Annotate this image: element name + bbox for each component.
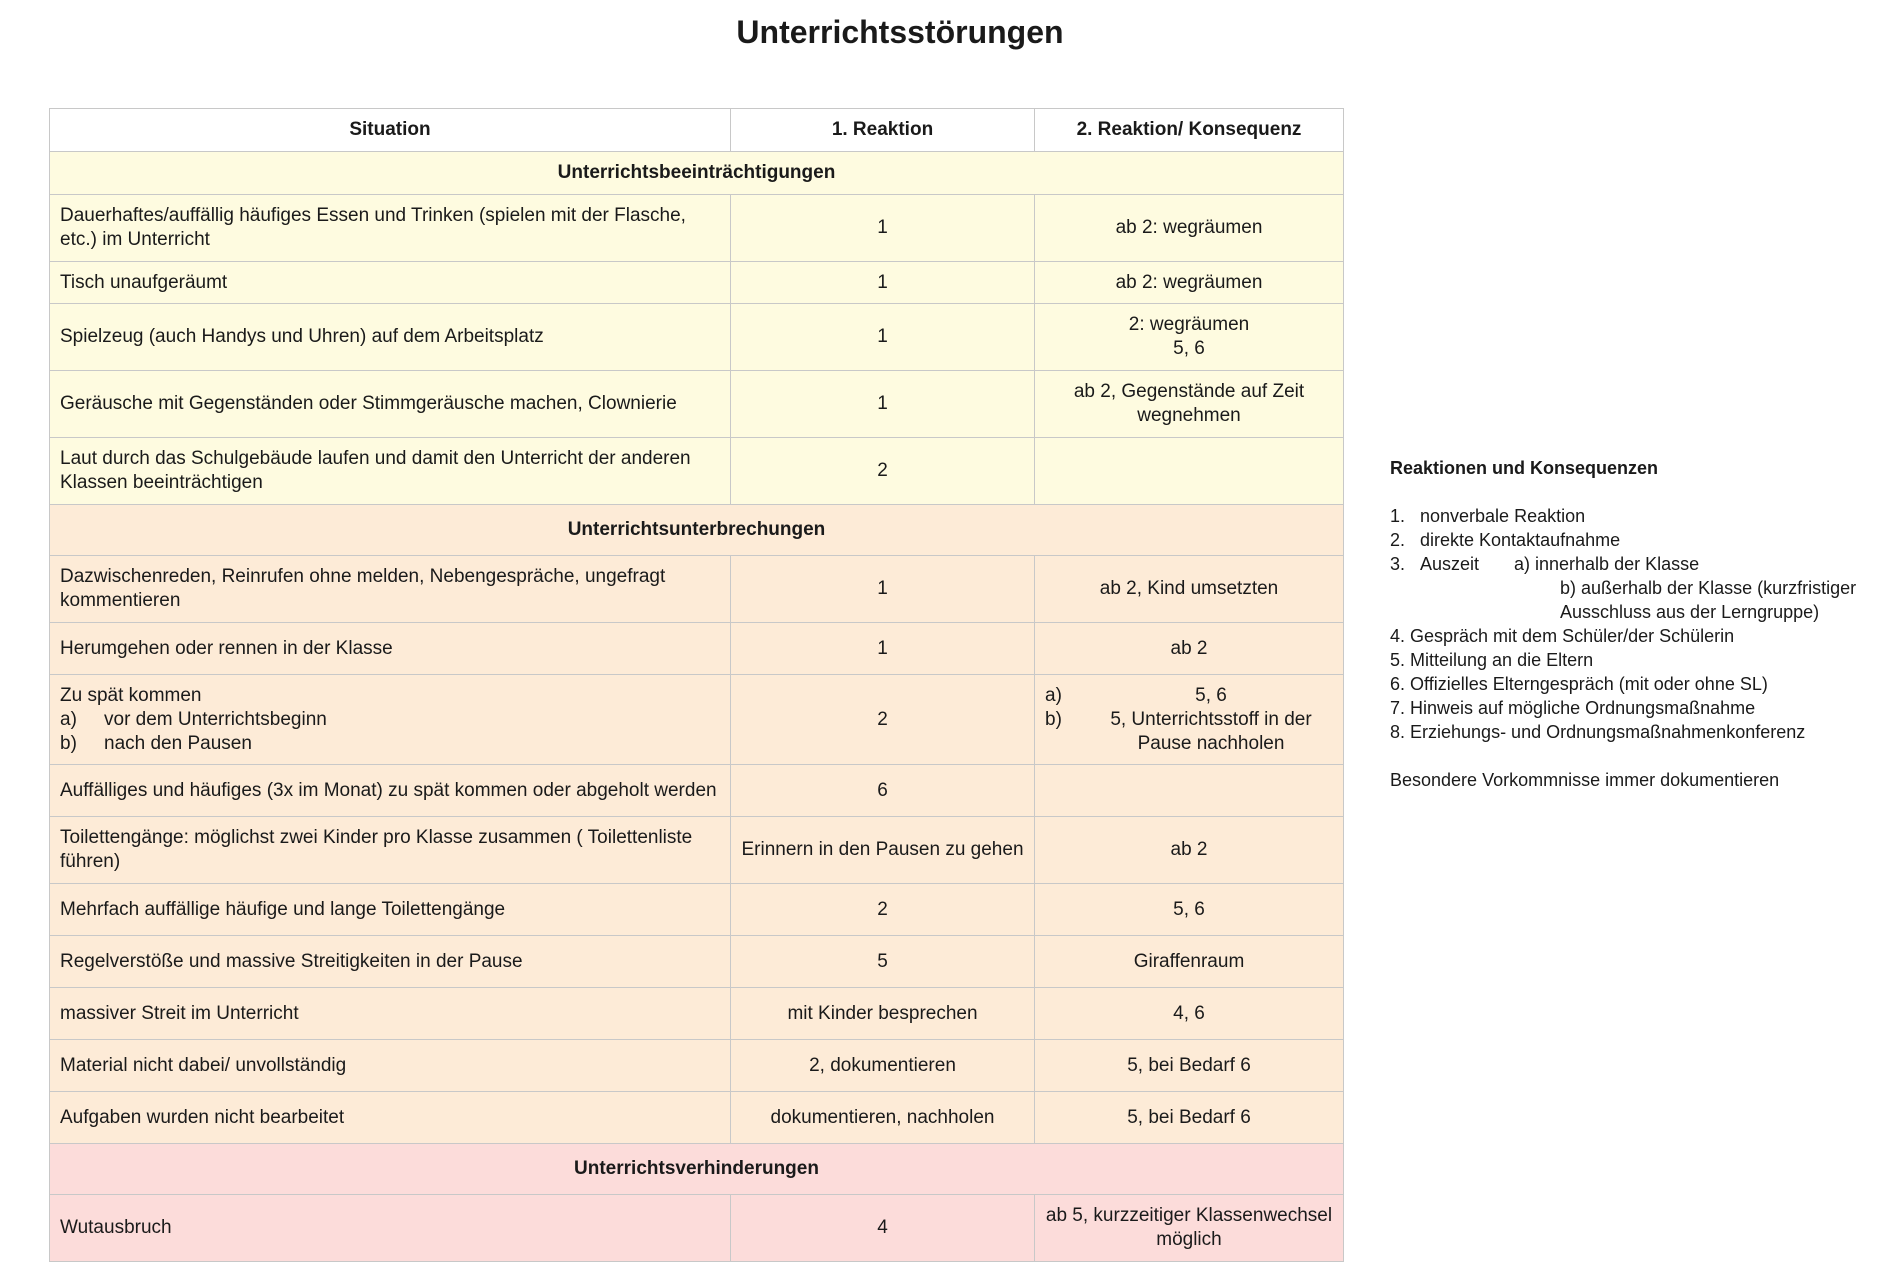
situation-subitem bbox=[60, 708, 720, 732]
reaction-1-cell: mit Kinder besprechen bbox=[731, 988, 1035, 1040]
reaction-2-cell: 5, bei Bedarf 6 bbox=[1035, 1040, 1344, 1092]
section-title: Unterrichtsunterbrechungen bbox=[50, 505, 1344, 556]
reaction-1-cell: 1 bbox=[731, 304, 1035, 371]
reaction-2-cell bbox=[1035, 675, 1344, 765]
subitem-text: nach den Pausen bbox=[104, 732, 252, 754]
reaction-1-cell: 2 bbox=[731, 884, 1035, 936]
situation-cell: Tisch unaufgeräumt bbox=[50, 262, 731, 304]
reaction-2-cell: Giraffenraum bbox=[1035, 936, 1344, 988]
table-row bbox=[50, 817, 1344, 884]
subitem-key: b) bbox=[1045, 708, 1062, 730]
legend-subitem-b: b) außerhalb der Klasse (kurzfristiger Ausschluss aus der Lerngruppe) bbox=[1560, 578, 1857, 622]
situation-cell bbox=[50, 675, 731, 765]
reaction-1-cell: 1 bbox=[731, 195, 1035, 262]
reaction-2-cell: ab 2 bbox=[1035, 623, 1344, 675]
table-row bbox=[50, 371, 1344, 438]
situation-cell: Wutausbruch bbox=[50, 1195, 731, 1262]
reaction-1-cell: 1 bbox=[731, 371, 1035, 438]
situation-cell: Material nicht dabei/ unvollständig bbox=[50, 1040, 731, 1092]
header-situation: Situation bbox=[50, 109, 731, 152]
table-row bbox=[50, 438, 1344, 505]
situation-cell: Regelverstöße und massive Streitigkeiten in der Pause bbox=[50, 936, 731, 988]
reaction-1-cell: 1 bbox=[731, 262, 1035, 304]
situation-cell: Toilettengänge: möglichst zwei Kinder pro Klasse zusammen ( Toilettenliste führen) bbox=[50, 817, 731, 884]
table-row bbox=[50, 195, 1344, 262]
reaction-2-line: 2: wegräumen bbox=[1128, 314, 1250, 335]
reaction-2-cell: ab 2 bbox=[1035, 817, 1344, 884]
situation-cell: Laut durch das Schulgebäude laufen und damit den Unterricht der anderen Klassen beeinträchtigen bbox=[50, 438, 731, 505]
reaction-2-cell bbox=[1035, 438, 1344, 505]
reaction-1-cell: Erinnern in den Pausen zu gehen bbox=[731, 817, 1035, 884]
legend-plain-item: 6. Offizielles Elterngespräch (mit oder ohne SL) bbox=[1390, 674, 1768, 694]
legend-item bbox=[1390, 504, 1870, 528]
page-title: Unterrichtsstörungen bbox=[736, 14, 1064, 50]
section-title: Unterrichtsverhinderungen bbox=[50, 1144, 1344, 1195]
legend-heading: Reaktionen und Konsequenzen bbox=[1390, 458, 1659, 478]
reaction-2-cell bbox=[1035, 304, 1344, 371]
legend-item bbox=[1390, 552, 1870, 576]
situation-subitem bbox=[60, 732, 720, 756]
reaction-2-cell: ab 2, Kind umsetzten bbox=[1035, 556, 1344, 623]
legend-plain-item: 7. Hinweis auf mögliche Ordnungsmaßnahme bbox=[1390, 698, 1756, 718]
reaction-1-cell: dokumentieren, nachholen bbox=[731, 1092, 1035, 1144]
table-row bbox=[50, 936, 1344, 988]
table-row bbox=[50, 556, 1344, 623]
table-row bbox=[50, 675, 1344, 765]
situation-cell: Mehrfach auffällige häufige und lange Toilettengänge bbox=[50, 884, 731, 936]
legend-panel bbox=[1390, 456, 1870, 792]
reaction-1-cell: 6 bbox=[731, 765, 1035, 817]
legend-number: 1. bbox=[1390, 506, 1406, 526]
reaction-2-cell: ab 2, Gegenstände auf Zeit wegnehmen bbox=[1035, 371, 1344, 438]
reaction-2-cell: 4, 6 bbox=[1035, 988, 1344, 1040]
legend-text: direkte Kontaktaufnahme bbox=[1420, 530, 1621, 550]
subitem-text: 5, 6 bbox=[1195, 684, 1227, 706]
table-header-row bbox=[50, 109, 1344, 152]
reaction-2-cell: ab 5, kurzzeitiger Klassenwechsel möglich bbox=[1035, 1195, 1344, 1262]
situation-cell: massiver Streit im Unterricht bbox=[50, 988, 731, 1040]
reaction-2-line: 5, 6 bbox=[1173, 338, 1205, 359]
legend-number: 3. bbox=[1390, 554, 1406, 574]
reaction-1-cell: 5 bbox=[731, 936, 1035, 988]
legend-item bbox=[1390, 528, 1870, 552]
table-row bbox=[50, 623, 1344, 675]
reaction-subitem bbox=[1045, 708, 1333, 756]
situation-cell: Geräusche mit Gegenständen oder Stimmgeräusche machen, Clownierie bbox=[50, 371, 731, 438]
table-row bbox=[50, 1092, 1344, 1144]
table-row bbox=[50, 1195, 1344, 1262]
reaction-1-cell: 2 bbox=[731, 675, 1035, 765]
reaction-2-cell: ab 2: wegräumen bbox=[1035, 262, 1344, 304]
table-row bbox=[50, 884, 1344, 936]
table-row bbox=[50, 765, 1344, 817]
section-title: Unterrichtsbeeinträchtigungen bbox=[50, 152, 1344, 195]
subitem-text: vor dem Unterrichtsbeginn bbox=[104, 708, 327, 730]
section-row bbox=[50, 152, 1344, 195]
legend-plain-item: 4. Gespräch mit dem Schüler/der Schülerin bbox=[1390, 626, 1735, 646]
section-row bbox=[50, 1144, 1344, 1195]
reaction-2-cell: 5, 6 bbox=[1035, 884, 1344, 936]
subitem-key: a) bbox=[60, 708, 77, 730]
disruption-table bbox=[49, 108, 1344, 1262]
subitem-text: 5, Unterrichtsstoff in der Pause nachholen bbox=[1110, 708, 1312, 754]
table-row bbox=[50, 988, 1344, 1040]
reaction-subitem bbox=[1045, 684, 1333, 708]
reaction-1-cell: 4 bbox=[731, 1195, 1035, 1262]
situation-cell: Dazwischenreden, Reinrufen ohne melden, Nebengespräche, ungefragt kommentieren bbox=[50, 556, 731, 623]
situation-cell: Herumgehen oder rennen in der Klasse bbox=[50, 623, 731, 675]
header-reaction-1: 1. Reaktion bbox=[731, 109, 1035, 152]
legend-number: 2. bbox=[1390, 530, 1406, 550]
reaction-1-cell: 1 bbox=[731, 556, 1035, 623]
subitem-key: b) bbox=[60, 732, 77, 754]
reaction-1-cell: 1 bbox=[731, 623, 1035, 675]
situation-title: Zu spät kommen bbox=[60, 684, 202, 706]
reaction-2-cell: 5, bei Bedarf 6 bbox=[1035, 1092, 1344, 1144]
situation-cell: Dauerhaftes/auffällig häufiges Essen und Trinken (spielen mit der Flasche, etc.) im Unterricht bbox=[50, 195, 731, 262]
situation-cell: Spielzeug (auch Handys und Uhren) auf dem Arbeitsplatz bbox=[50, 304, 731, 371]
legend-plain-item: 5. Mitteilung an die Eltern bbox=[1390, 650, 1594, 670]
legend-footer: Besondere Vorkommnisse immer dokumentieren bbox=[1390, 770, 1780, 790]
legend-plain-item: 8. Erziehungs- und Ordnungsmaßnahmenkonferenz bbox=[1390, 722, 1806, 742]
legend-text: nonverbale Reaktion bbox=[1420, 506, 1586, 526]
section-row bbox=[50, 505, 1344, 556]
legend-text: Auszeit bbox=[1420, 554, 1480, 574]
table-row bbox=[50, 304, 1344, 371]
table-row bbox=[50, 262, 1344, 304]
situation-cell: Aufgaben wurden nicht bearbeitet bbox=[50, 1092, 731, 1144]
situation-cell: Auffälliges und häufiges (3x im Monat) zu spät kommen oder abgeholt werden bbox=[50, 765, 731, 817]
subitem-key: a) bbox=[1045, 684, 1062, 706]
table-row bbox=[50, 1040, 1344, 1092]
reaction-1-cell: 2 bbox=[731, 438, 1035, 505]
header-reaction-2: 2. Reaktion/ Konsequenz bbox=[1035, 109, 1344, 152]
legend-subitem-a: a) innerhalb der Klasse bbox=[1514, 554, 1700, 574]
reaction-2-cell bbox=[1035, 765, 1344, 817]
reaction-2-cell: ab 2: wegräumen bbox=[1035, 195, 1344, 262]
reaction-1-cell: 2, dokumentieren bbox=[731, 1040, 1035, 1092]
